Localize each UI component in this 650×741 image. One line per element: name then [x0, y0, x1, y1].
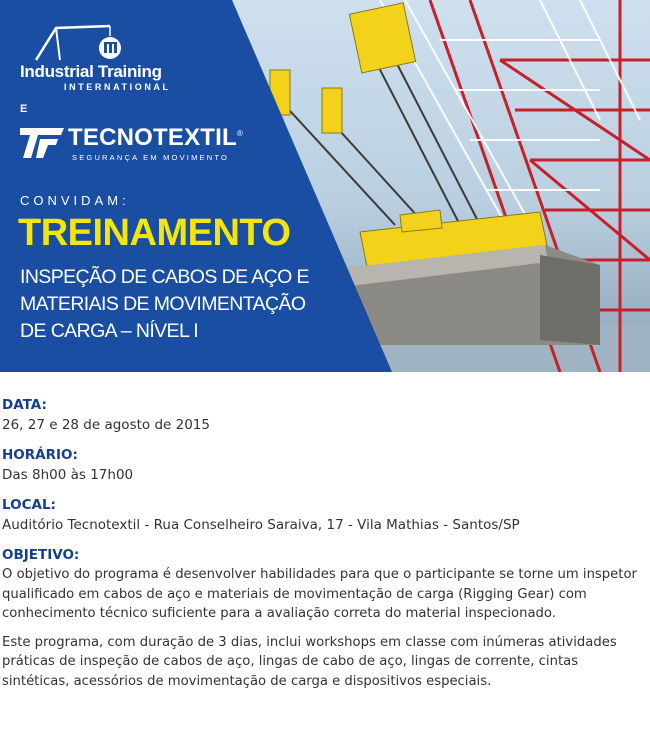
tecnotextil-logo: [20, 124, 260, 164]
course-title-line-3: DE CARGA – NÍVEL I: [20, 320, 199, 342]
crane-logo-icon: [30, 22, 140, 64]
tt-logo-icon: [20, 126, 64, 160]
itt-subtitle: INTERNATIONAL: [64, 82, 171, 92]
connector-text: E: [20, 103, 28, 115]
headline: TREINAMENTO: [18, 212, 291, 254]
date-label: DATA:: [2, 397, 47, 413]
tt-name: TECNOTEXTIL®: [68, 124, 243, 151]
time-value: Das 8h00 às 17h00: [2, 467, 134, 483]
itt-logo: [20, 22, 185, 92]
course-title: [20, 264, 340, 345]
objective-paragraph-1: O objetivo do programa é desenvolver habilidades para que o participante se torne um inspetor qualificado em cabos de aço e materiais de movimentação de carga (Rigging Gear) com conhecimento técnico suficiente para a avaliação correta do material inspecionado.: [2, 567, 637, 621]
objective-label: OBJETIVO:: [2, 547, 80, 563]
course-title-line-2: MATERIAIS DE MOVIMENTAÇÃO: [20, 293, 306, 315]
course-title-line-1: INSPEÇÃO DE CABOS DE AÇO E: [20, 266, 309, 288]
place-label: LOCAL:: [2, 497, 56, 513]
objective-paragraph-2: Este programa, com duração de 3 dias, inclui workshops em classe com inúmeras atividades práticas de inspeção de cabos de aço, lingas de cabo de aço, lingas de corrente, cintas sintéticas, acessórios de movimentação de carga e dispositivos especiais.: [2, 634, 617, 689]
registered-icon: ®: [236, 129, 243, 138]
date-value: 26, 27 e 28 de agosto de 2015: [2, 417, 210, 433]
invite-text: CONVIDAM:: [20, 193, 130, 208]
time-label: HORÁRIO:: [2, 447, 78, 463]
tt-tagline: SEGURANÇA EM MOVIMENTO: [72, 153, 230, 162]
event-details: [2, 395, 642, 700]
place-value: Auditório Tecnotextil - Rua Conselheiro Saraiva, 17 - Vila Mathias - Santos/SP: [2, 517, 520, 533]
itt-name: Industrial Training: [20, 62, 162, 81]
